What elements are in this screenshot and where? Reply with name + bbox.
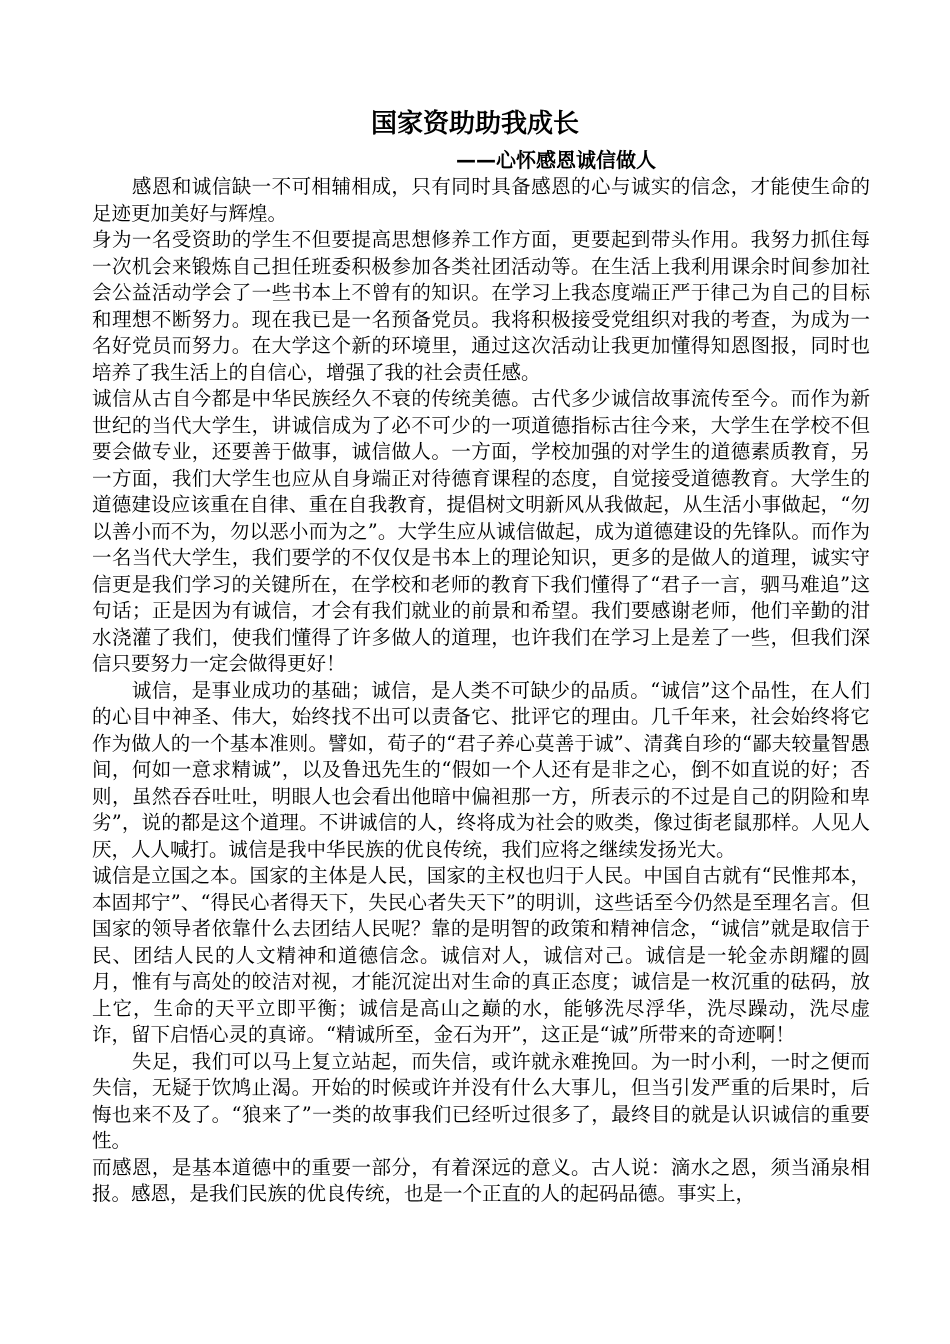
paragraph-gratitude: 而感恩，是基本道德中的重要一部分，有着深远的意义。古人说：滴水之恩，须当涌泉相报。感恩，是我们民族的优良传统，也是一个正直的人的起码品德。事实上， [92, 1155, 870, 1205]
document-subtitle: ——心怀感恩诚信做人 [456, 148, 656, 172]
paragraph-honesty-nation: 诚信是立国之本。国家的主体是人民，国家的主权也归于人民。中国自古就有“民惟邦本，本固邦宁”、“得民心者得天下，失民心者失天下”的明训，这些话至今仍然是至理名言。但国家的领导者依靠什么去团结人民呢？靠的是明智的政策和精神信念，“诚信”就是取信于民、团结人民的人文精神和道德信念。诚信对人，诚信对己。诚信是一轮金赤朗耀的圆月，惟有与高处的皎洁对视，才能沉淀出对生命的真正态度；诚信是一枚沉重的砝码，放上它，生命的天平立即平衡；诚信是高山之巅的水，能够洗尽浮华，洗尽躁动，洗尽虚诈，留下启悟心灵的真谛。“精诚所至，金石为开”，这正是“诚”所带来的奇迹啊！ [92, 864, 870, 1046]
paragraph-honesty-tradition: 诚信从古自今都是中华民族经久不衰的传统美德。古代多少诚信故事流传至今。而作为新世纪的当代大学生，讲诚信成为了必不可少的一项道德指标古往今来，大学生在学校不但要会做专业，还要善于做事，诚信做人。一方面，学校加强的对学生的道德素质教育，另一方面，我们大学生也应从自身端正对待德育课程的态度，自觉接受道德教育。大学生的道德建设应该重在自律、重在自我教育，提倡树文明新风从我做起，从生活小事做起，“勿以善小而不为，勿以恶小而为之”。大学生应从诚信做起，成为道德建设的先锋队。而作为一名当代大学生，我们要学的不仅仅是书本上的理论知识，更多的是做人的道理，诚实守信更是我们学习的关键所在，在学校和老师的教育下我们懂得了“君子一言，驷马难追”这句话；正是因为有诚信，才会有我们就业的前景和希望。我们要感谢老师，他们辛勤的泔水浇灌了我们，使我们懂得了许多做人的道理，也许我们在学习上是差了一些，但我们深信只要努力一定会做得更好！ [92, 387, 870, 675]
paragraph-honesty-foundation: 诚信，是事业成功的基础；诚信，是人类不可缺少的品质。“诚信”这个品性，在人们的心目中神圣、伟大，始终找不出可以责备它、批评它的理由。几千年来，社会始终将它作为做人的一个基本准则。譬如，荀子的“君子养心莫善于诚”、清龚自珍的“鄙夫较量智愚间，何如一意求精诚”，以及鲁迅先生的“假如一个人还有是非之心，倒不如直说的好；否则，虽然吞吞吐吐，明眼人也会看出他暗中偏袒那一方，所表示的不过是自己的阴险和卑劣”，说的都是这个道理。不讲诚信的人，终将成为社会的败类，像过街老鼠那样。人见人厌，人人喊打。诚信是我中华民族的优良传统，我们应将之继续发扬光大。 [92, 678, 870, 861]
paragraph-losing-trust: 失足，我们可以马上复立站起，而失信，或许就永难挽回。为一时小利，一时之便而失信，无疑于饮鸠止渴。开始的时候或许并没有什么大事儿，但当引发严重的后果时，后悔也来不及了。“狼来了”一类的故事我们已经听过很多了，最终目的就是认识诚信的重要性。 [92, 1049, 870, 1152]
document-title: 国家资助助我成长 [370, 109, 579, 139]
paragraph-gratitude-honesty-intro: 感恩和诚信缺一不可相辅相成，只有同时具备感恩的心与诚实的信念，才能使生命的足迹更加美好与辉煌。 [92, 175, 870, 225]
document-body [92, 174, 870, 1208]
paragraph-self-improvement: 身为一名受资助的学生不但要提高思想修养工作方面，更要起到带头作用。我努力抓住每一次机会来锻炼自己担任班委积极参加各类社团活动等。在生活上我利用课余时间参加社会公益活动学会了一些书本上不曾有的知识。在学习上我态度端正严于律己为自己的目标和理想不断努力。现在我已是一名预备党员。我将积极接受党组织对我的考查，为成为一名好党员而努力。在大学这个新的环境里，通过这次活动让我更加懂得知恩图报，同时也培养了我生活上的自信心，增强了我的社会责任感。 [92, 228, 870, 384]
